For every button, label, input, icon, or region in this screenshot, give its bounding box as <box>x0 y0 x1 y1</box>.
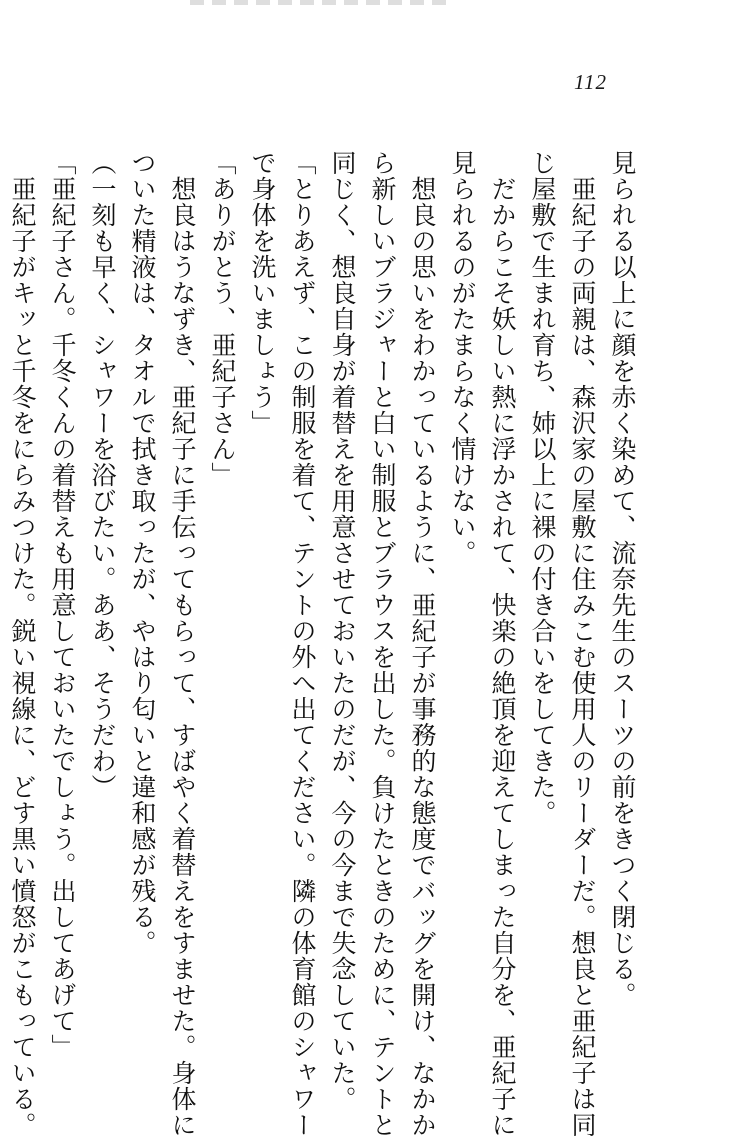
text-column: 亜紀子の両親は、森沢家の屋敷に住みこむ使用人のリーダーだ。想良と亜紀子は同 <box>568 150 597 1138</box>
text-column: 想良はうなずき、亜紀子に手伝ってもらって、すばやく着替えをすませた。身体に <box>168 150 197 1138</box>
text-column: 見られるのがたまらなく情けない。 <box>448 150 477 566</box>
text-column: ついた精液は、タオルで拭き取ったが、やはり匂いと違和感が残る。 <box>128 150 157 956</box>
text-column: 「ありがとう、亜紀子さん」 <box>208 150 237 488</box>
text-column: 想良の思いをわかっているように、亜紀子が事務的な態度でバッグを開け、なかか <box>408 150 437 1138</box>
text-column: （一刻も早く、シャワーを浴びたい。ああ、そうだわ） <box>88 150 117 800</box>
text-column: じ屋敷で生まれ育ち、姉以上に裸の付き合いをしてきた。 <box>528 150 557 826</box>
text-column: で身体を洗いましょう」 <box>248 150 277 436</box>
page-number: 112 <box>574 70 607 94</box>
text-column: だからこそ妖しい熱に浮かされて、快楽の絶頂を迎えてしまった自分を、亜紀子に <box>488 150 517 1138</box>
text-column: 見られる以上に顔を赤く染めて、流奈先生のスーツの前をきつく閉じる。 <box>608 150 637 1008</box>
text-column: 「とりあえず、この制服を着て、テントの外へ出てください。隣の体育館のシャワー <box>288 150 317 1138</box>
scan-artifact <box>190 0 450 5</box>
text-column: 同じく、想良自身が着替えを用意させておいたのだが、今の今まで失念していた。 <box>328 150 357 1112</box>
text-column: ら新しいブラジャーと白い制服とブラウスを出した。負けたときのために、テントと <box>368 150 397 1138</box>
text-column: 「亜紀子さん。千冬くんの着替えも用意しておいたでしょう。出してあげて」 <box>48 150 77 1060</box>
vertical-text-body <box>8 150 642 1138</box>
text-column: 亜紀子がキッと千冬をにらみつけた。鋭い視線に、どす黒い憤怒がこもっている。 <box>8 150 37 1138</box>
